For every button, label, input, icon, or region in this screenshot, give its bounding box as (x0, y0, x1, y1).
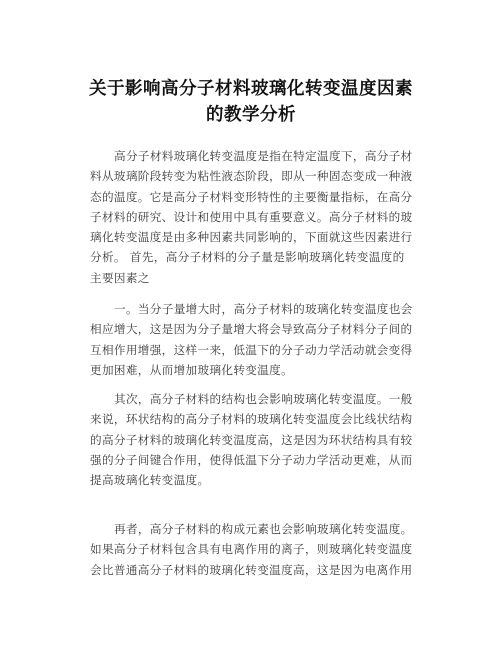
paragraph-line: 会比普通高分子材料的玻璃化转变温度高，这是因为电离作用 (90, 562, 413, 577)
document-title-line-1: 关于影响高分子材料玻璃化转变温度因素 (89, 79, 413, 99)
paragraph-line: 一。当分子量增大时，高分子材料的玻璃化转变温度也会 (114, 302, 413, 316)
paragraph-line: 主要因素之 (90, 270, 150, 285)
paragraph-line: 相应增大，这是因为分子量增大将会导致高分子材料分子间的 (90, 322, 413, 337)
paragraph-line: 来说，环状结构的高分子材料的玻璃化转变温度会比线状结构 (90, 412, 413, 427)
paragraph-line: 强的分子间键合作用，使得低温下分子动力学活动更难，从而 (90, 452, 413, 467)
document-title-line-2: 的教学分析 (206, 105, 296, 125)
paragraph-4 (90, 519, 430, 580)
paragraph-line: 再者，高分子材料的构成元素也会影响玻璃化转变温度。 (114, 522, 413, 536)
paragraph-line: 高分子材料玻璃化转变温度是指在特定温度下，高分子材 (114, 149, 413, 163)
paragraph-2 (90, 299, 430, 380)
paragraph-line: 料从玻璃阶段转变为粘性液态阶段，即从一种固态变成一种液 (90, 169, 413, 184)
paragraph-line: 如果高分子材料包含具有电离作用的离子，则玻璃化转变温度 (90, 542, 413, 557)
paragraph-line: 子材料的研究、设计和使用中具有重要意义。高分子材料的玻 (90, 209, 413, 224)
paragraph-line: 互相作用增强，这样一来，低温下的分子动力学活动就会变得 (90, 342, 413, 357)
paragraph-line: 的高分子材料的玻璃化转变温度高，这是因为环状结构具有较 (90, 432, 413, 447)
paragraph-line: 分析。 首先，高分子材料的分子量是影响玻璃化转变温度的 (90, 250, 405, 265)
paragraph-line: 璃化转变温度是由多种因素共同影响的，下面就这些因素进行 (90, 230, 413, 245)
paragraph-line: 提高玻璃化转变温度。 (90, 473, 210, 488)
paragraph-line: 更加困难，从而增加玻璃化转变温度。 (90, 362, 294, 377)
paragraph-line: 态的温度。它是高分子材料变形特性的主要衡量指标，在高分 (90, 189, 413, 204)
paragraph-1 (90, 146, 430, 288)
paragraph-line: 其次，高分子材料的结构也会影响玻璃化转变温度。一般 (114, 392, 413, 406)
paragraph-3 (90, 389, 430, 490)
